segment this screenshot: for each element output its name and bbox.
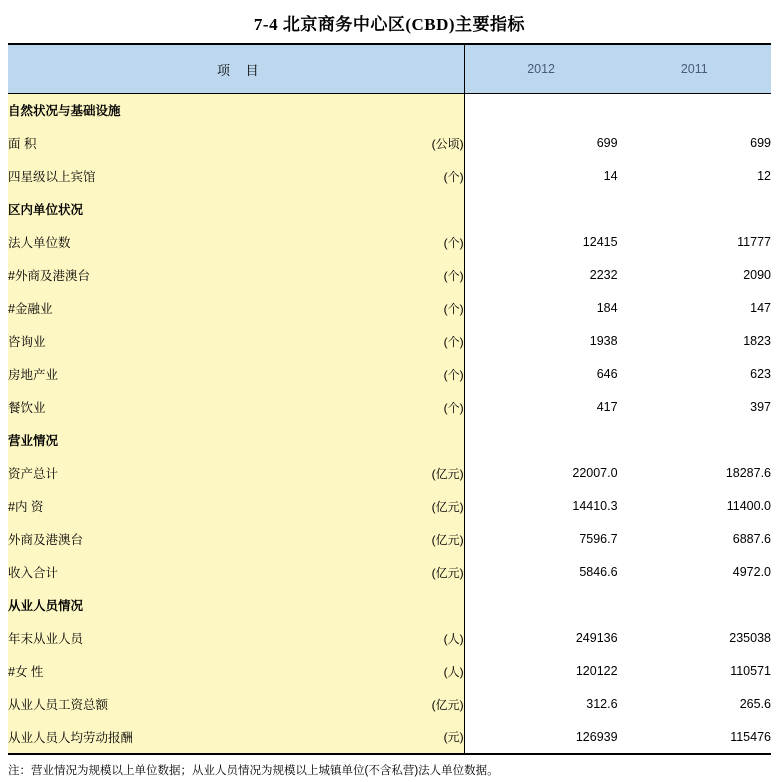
row-value-2012 bbox=[464, 94, 617, 127]
table-row bbox=[8, 622, 771, 655]
row-value-2011: 147 bbox=[618, 292, 771, 325]
table-note: 注：营业情况为规模以上单位数据；从业人员情况为规模以上城镇单位(不含私营)法人单位数据。 bbox=[8, 764, 499, 777]
row-label: 从业人员工资总额 bbox=[8, 688, 366, 721]
row-value-2011: 235038 bbox=[618, 622, 771, 655]
row-value-2011: 11777 bbox=[618, 226, 771, 259]
page-title: 7-4 北京商务中心区(CBD)主要指标 bbox=[253, 15, 526, 34]
row-unit: (亿元) bbox=[366, 457, 464, 490]
row-label: 从业人员人均劳动报酬 bbox=[8, 721, 366, 754]
header-year-2011: 2011 bbox=[618, 44, 771, 94]
table-row bbox=[8, 325, 771, 358]
row-value-2011 bbox=[618, 424, 771, 457]
table-row bbox=[8, 391, 771, 424]
row-value-2012 bbox=[464, 193, 617, 226]
row-value-2011: 110571 bbox=[618, 655, 771, 688]
row-unit bbox=[366, 424, 464, 457]
row-value-2012: 699 bbox=[464, 127, 617, 160]
row-value-2012: 126939 bbox=[464, 721, 617, 754]
row-unit: (个) bbox=[366, 325, 464, 358]
row-label: 咨询业 bbox=[8, 325, 366, 358]
row-unit: (个) bbox=[366, 391, 464, 424]
row-label: 从业人员情况 bbox=[8, 589, 366, 622]
row-value-2011: 623 bbox=[618, 358, 771, 391]
row-value-2011: 1823 bbox=[618, 325, 771, 358]
table-row bbox=[8, 127, 771, 160]
row-unit: (元) bbox=[366, 721, 464, 754]
row-unit: (个) bbox=[366, 226, 464, 259]
table-row bbox=[8, 94, 771, 127]
row-value-2012: 249136 bbox=[464, 622, 617, 655]
row-value-2012 bbox=[464, 424, 617, 457]
row-value-2011: 12 bbox=[618, 160, 771, 193]
row-unit: (人) bbox=[366, 622, 464, 655]
table-row bbox=[8, 292, 771, 325]
row-value-2012 bbox=[464, 589, 617, 622]
table-row bbox=[8, 523, 771, 556]
row-value-2012: 646 bbox=[464, 358, 617, 391]
row-value-2011: 4972.0 bbox=[618, 556, 771, 589]
table-row bbox=[8, 556, 771, 589]
row-label: 餐饮业 bbox=[8, 391, 366, 424]
row-unit: (亿元) bbox=[366, 556, 464, 589]
row-label: #内 资 bbox=[8, 490, 366, 523]
row-label: 四星级以上宾馆 bbox=[8, 160, 366, 193]
row-value-2011: 2090 bbox=[618, 259, 771, 292]
row-unit: (个) bbox=[366, 160, 464, 193]
cbd-indicators-table bbox=[8, 43, 771, 755]
row-unit: (个) bbox=[366, 259, 464, 292]
row-value-2011: 699 bbox=[618, 127, 771, 160]
table-row bbox=[8, 193, 771, 226]
row-value-2011: 11400.0 bbox=[618, 490, 771, 523]
row-value-2012: 5846.6 bbox=[464, 556, 617, 589]
row-unit: (公顷) bbox=[366, 127, 464, 160]
row-value-2011: 265.6 bbox=[618, 688, 771, 721]
row-label: 营业情况 bbox=[8, 424, 366, 457]
row-value-2011: 18287.6 bbox=[618, 457, 771, 490]
table-row bbox=[8, 424, 771, 457]
row-label: 自然状况与基础设施 bbox=[8, 94, 366, 127]
row-unit: (人) bbox=[366, 655, 464, 688]
table-row bbox=[8, 358, 771, 391]
table-row bbox=[8, 589, 771, 622]
row-label: #金融业 bbox=[8, 292, 366, 325]
table-row bbox=[8, 259, 771, 292]
row-value-2012: 184 bbox=[464, 292, 617, 325]
row-unit: (个) bbox=[366, 358, 464, 391]
row-unit: (亿元) bbox=[366, 490, 464, 523]
row-value-2011: 115476 bbox=[618, 721, 771, 754]
row-unit bbox=[366, 193, 464, 226]
table-row bbox=[8, 688, 771, 721]
row-value-2011 bbox=[618, 193, 771, 226]
table-container bbox=[0, 43, 779, 755]
row-value-2012: 417 bbox=[464, 391, 617, 424]
row-label: 资产总计 bbox=[8, 457, 366, 490]
row-unit: (亿元) bbox=[366, 523, 464, 556]
table-row bbox=[8, 226, 771, 259]
table-header-row bbox=[8, 44, 771, 94]
table-row bbox=[8, 490, 771, 523]
row-value-2012: 2232 bbox=[464, 259, 617, 292]
row-label: 收入合计 bbox=[8, 556, 366, 589]
table-body bbox=[8, 94, 771, 754]
row-unit: (亿元) bbox=[366, 688, 464, 721]
row-value-2012: 14 bbox=[464, 160, 617, 193]
row-value-2012: 120122 bbox=[464, 655, 617, 688]
row-label: 年末从业人员 bbox=[8, 622, 366, 655]
header-year-2012: 2012 bbox=[464, 44, 617, 94]
row-label: 房地产业 bbox=[8, 358, 366, 391]
row-label: #女 性 bbox=[8, 655, 366, 688]
row-value-2012: 312.6 bbox=[464, 688, 617, 721]
header-item: 项 目 bbox=[8, 44, 464, 94]
table-row bbox=[8, 655, 771, 688]
row-value-2012: 7596.7 bbox=[464, 523, 617, 556]
table-row bbox=[8, 160, 771, 193]
row-unit: (个) bbox=[366, 292, 464, 325]
row-value-2011 bbox=[618, 94, 771, 127]
row-label: 法人单位数 bbox=[8, 226, 366, 259]
row-value-2011: 6887.6 bbox=[618, 523, 771, 556]
row-value-2012: 1938 bbox=[464, 325, 617, 358]
row-value-2012: 12415 bbox=[464, 226, 617, 259]
row-label: 面 积 bbox=[8, 127, 366, 160]
row-value-2012: 22007.0 bbox=[464, 457, 617, 490]
row-value-2011: 397 bbox=[618, 391, 771, 424]
row-label: #外商及港澳台 bbox=[8, 259, 366, 292]
row-label: 区内单位状况 bbox=[8, 193, 366, 226]
table-row bbox=[8, 721, 771, 754]
table-row bbox=[8, 457, 771, 490]
row-unit bbox=[366, 94, 464, 127]
row-value-2011 bbox=[618, 589, 771, 622]
row-unit bbox=[366, 589, 464, 622]
table-head bbox=[8, 44, 771, 94]
row-value-2012: 14410.3 bbox=[464, 490, 617, 523]
row-label: 外商及港澳台 bbox=[8, 523, 366, 556]
